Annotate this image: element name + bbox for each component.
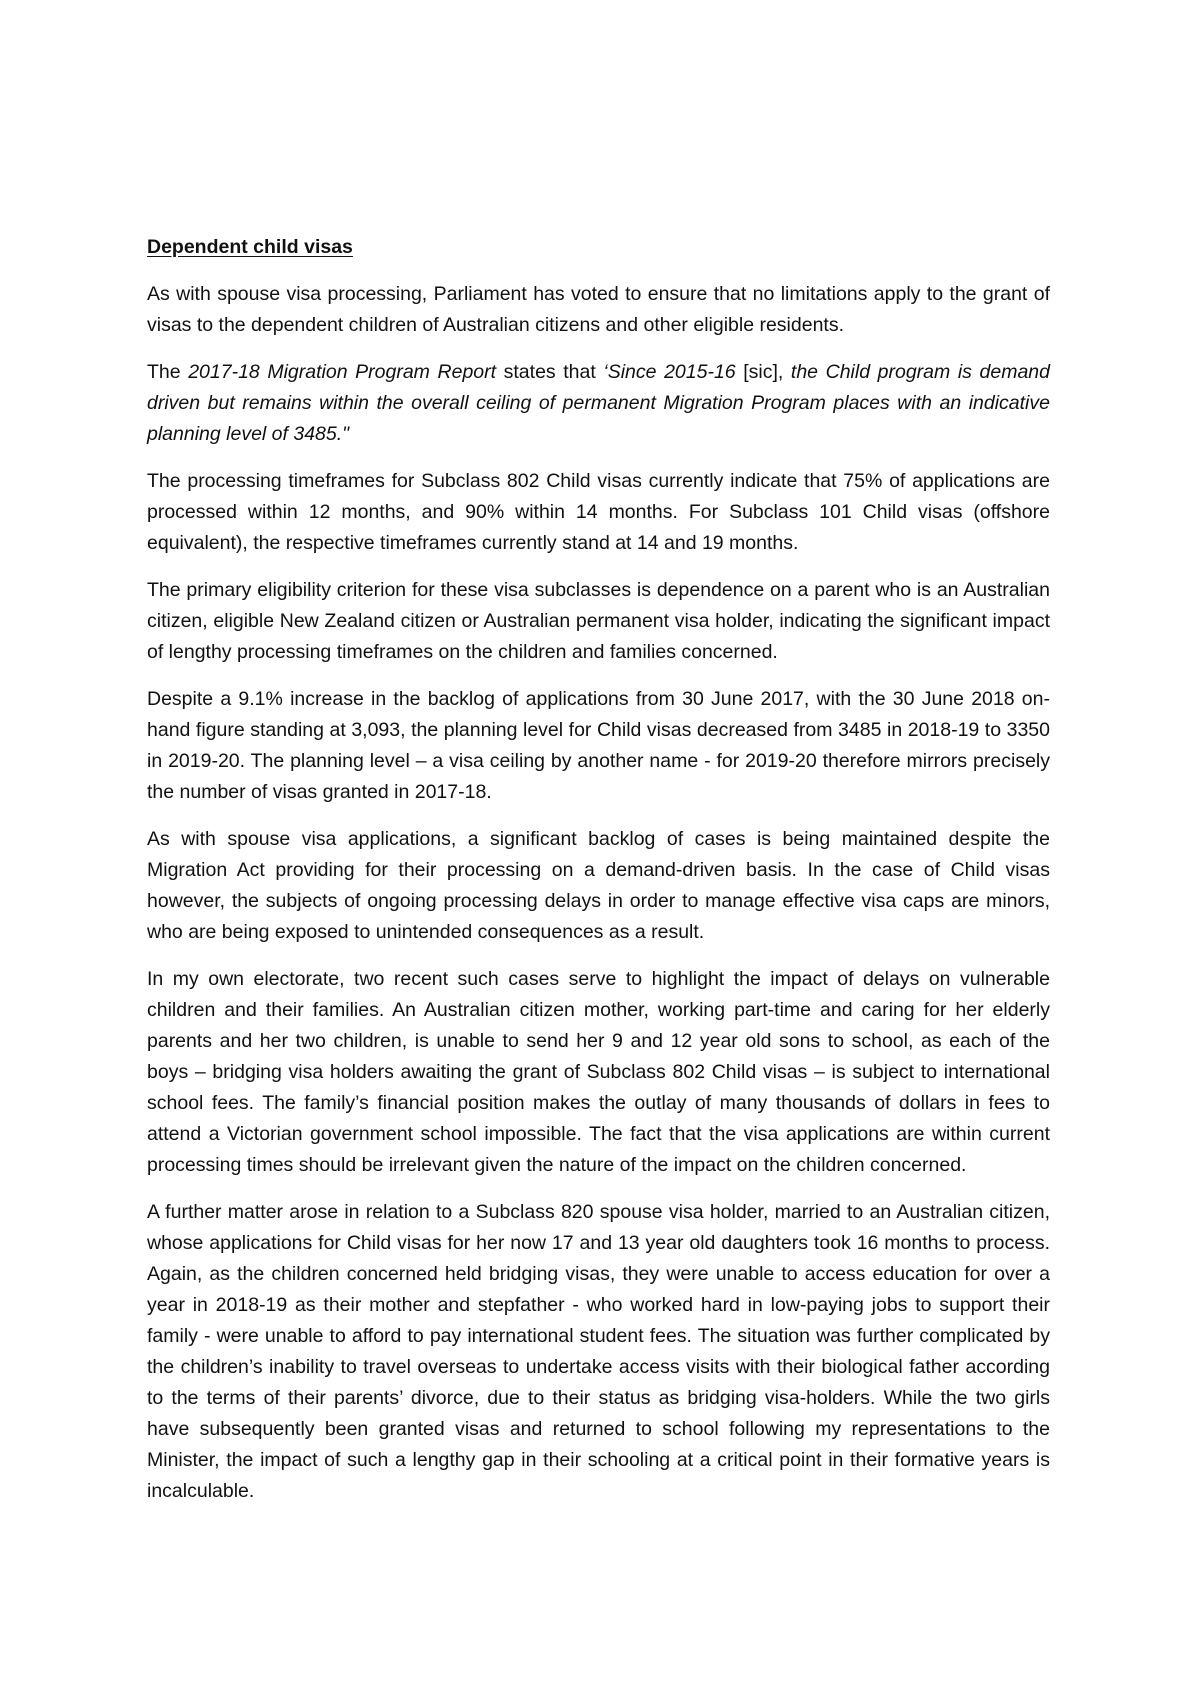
document-body <box>147 232 1050 1523</box>
paragraph-6: As with spouse visa applications, a significant backlog of cases is being maintained despite the Migration Act providing for their processing on a demand-driven basis. In the case of Child visas however, the subjects of ongoing processing delays in order to manage effective visa caps are minors, who are being exposed to unintended consequences as a result. <box>147 828 1050 943</box>
paragraph-2-lead: The <box>147 361 189 383</box>
paragraph-2-mid: states that <box>496 361 604 383</box>
paragraph-3: The processing timeframes for Subclass 802 Child visas currently indicate that 75% of applications are processed within 12 months, and 90% within 14 months. For Subclass 101 Child visas (offshore equivalent), the respective timeframes currently stand at 14 and 19 months. <box>147 470 1050 554</box>
report-title: 2017-18 Migration Program Report <box>188 361 497 383</box>
quote-body: the Child program is demand driven but remains within the overall ceiling of permanent Migration Program places with an indicative planning level of 3485." <box>147 361 1050 445</box>
paragraph-2 <box>147 357 1050 450</box>
paragraph-5: Despite a 9.1% increase in the backlog of applications from 30 June 2017, with the 30 June 2018 on-hand figure standing at 3,093, the planning level for Child visas decreased from 3485 in 2018-19 to 3350 in 2019-20. The planning level – a visa ceiling by another name - for 2019-20 therefore mirrors precisely the number of visas granted in 2017-18. <box>147 688 1050 803</box>
paragraph-8: A further matter arose in relation to a Subclass 820 spouse visa holder, married to an Australian citizen, whose applications for Child visas for her now 17 and 13 year old daughters took 16 months to process. Again, as the children concerned held bridging visas, they were unable to access education for over a year in 2018-19 as their mother and stepfather - who worked hard in low-paying jobs to support their family - were unable to afford to pay international student fees. The situation was further complicated by the children’s inability to travel overseas to undertake access visits with their biological father according to the terms of their parents’ divorce, due to their status as bridging visa-holders. While the two girls have subsequently been granted visas and returned to school following my representations to the Minister, the impact of such a lengthy gap in their schooling at a critical point in their formative years is incalculable. <box>147 1201 1050 1502</box>
paragraph-7: In my own electorate, two recent such cases serve to highlight the impact of delays on vulnerable children and their families. An Australian citizen mother, working part-time and caring for her elderly parents and her two children, is unable to send her 9 and 12 year old sons to school, as each of the boys – bridging visa holders awaiting the grant of Subclass 802 Child visas – is subject to international school fees. The family’s financial position makes the outlay of many thousands of dollars in fees to attend a Victorian government school impossible. The fact that the visa applications are within current processing times should be irrelevant given the nature of the impact on the children concerned. <box>147 968 1050 1176</box>
paragraph-1: As with spouse visa processing, Parliament has voted to ensure that no limitations apply to the grant of visas to the dependent children of Australian citizens and other eligible residents. <box>147 283 1050 336</box>
paragraph-4: The primary eligibility criterion for these visa subclasses is dependence on a parent who is an Australian citizen, eligible New Zealand citizen or Australian permanent visa holder, indicating the significant impact of lengthy processing timeframes on the children and families concerned. <box>147 579 1050 663</box>
quote-open: ‘Since 2015-16 <box>603 361 736 383</box>
sic-note: [sic], <box>735 361 791 383</box>
section-heading: Dependent child visas <box>147 236 353 258</box>
